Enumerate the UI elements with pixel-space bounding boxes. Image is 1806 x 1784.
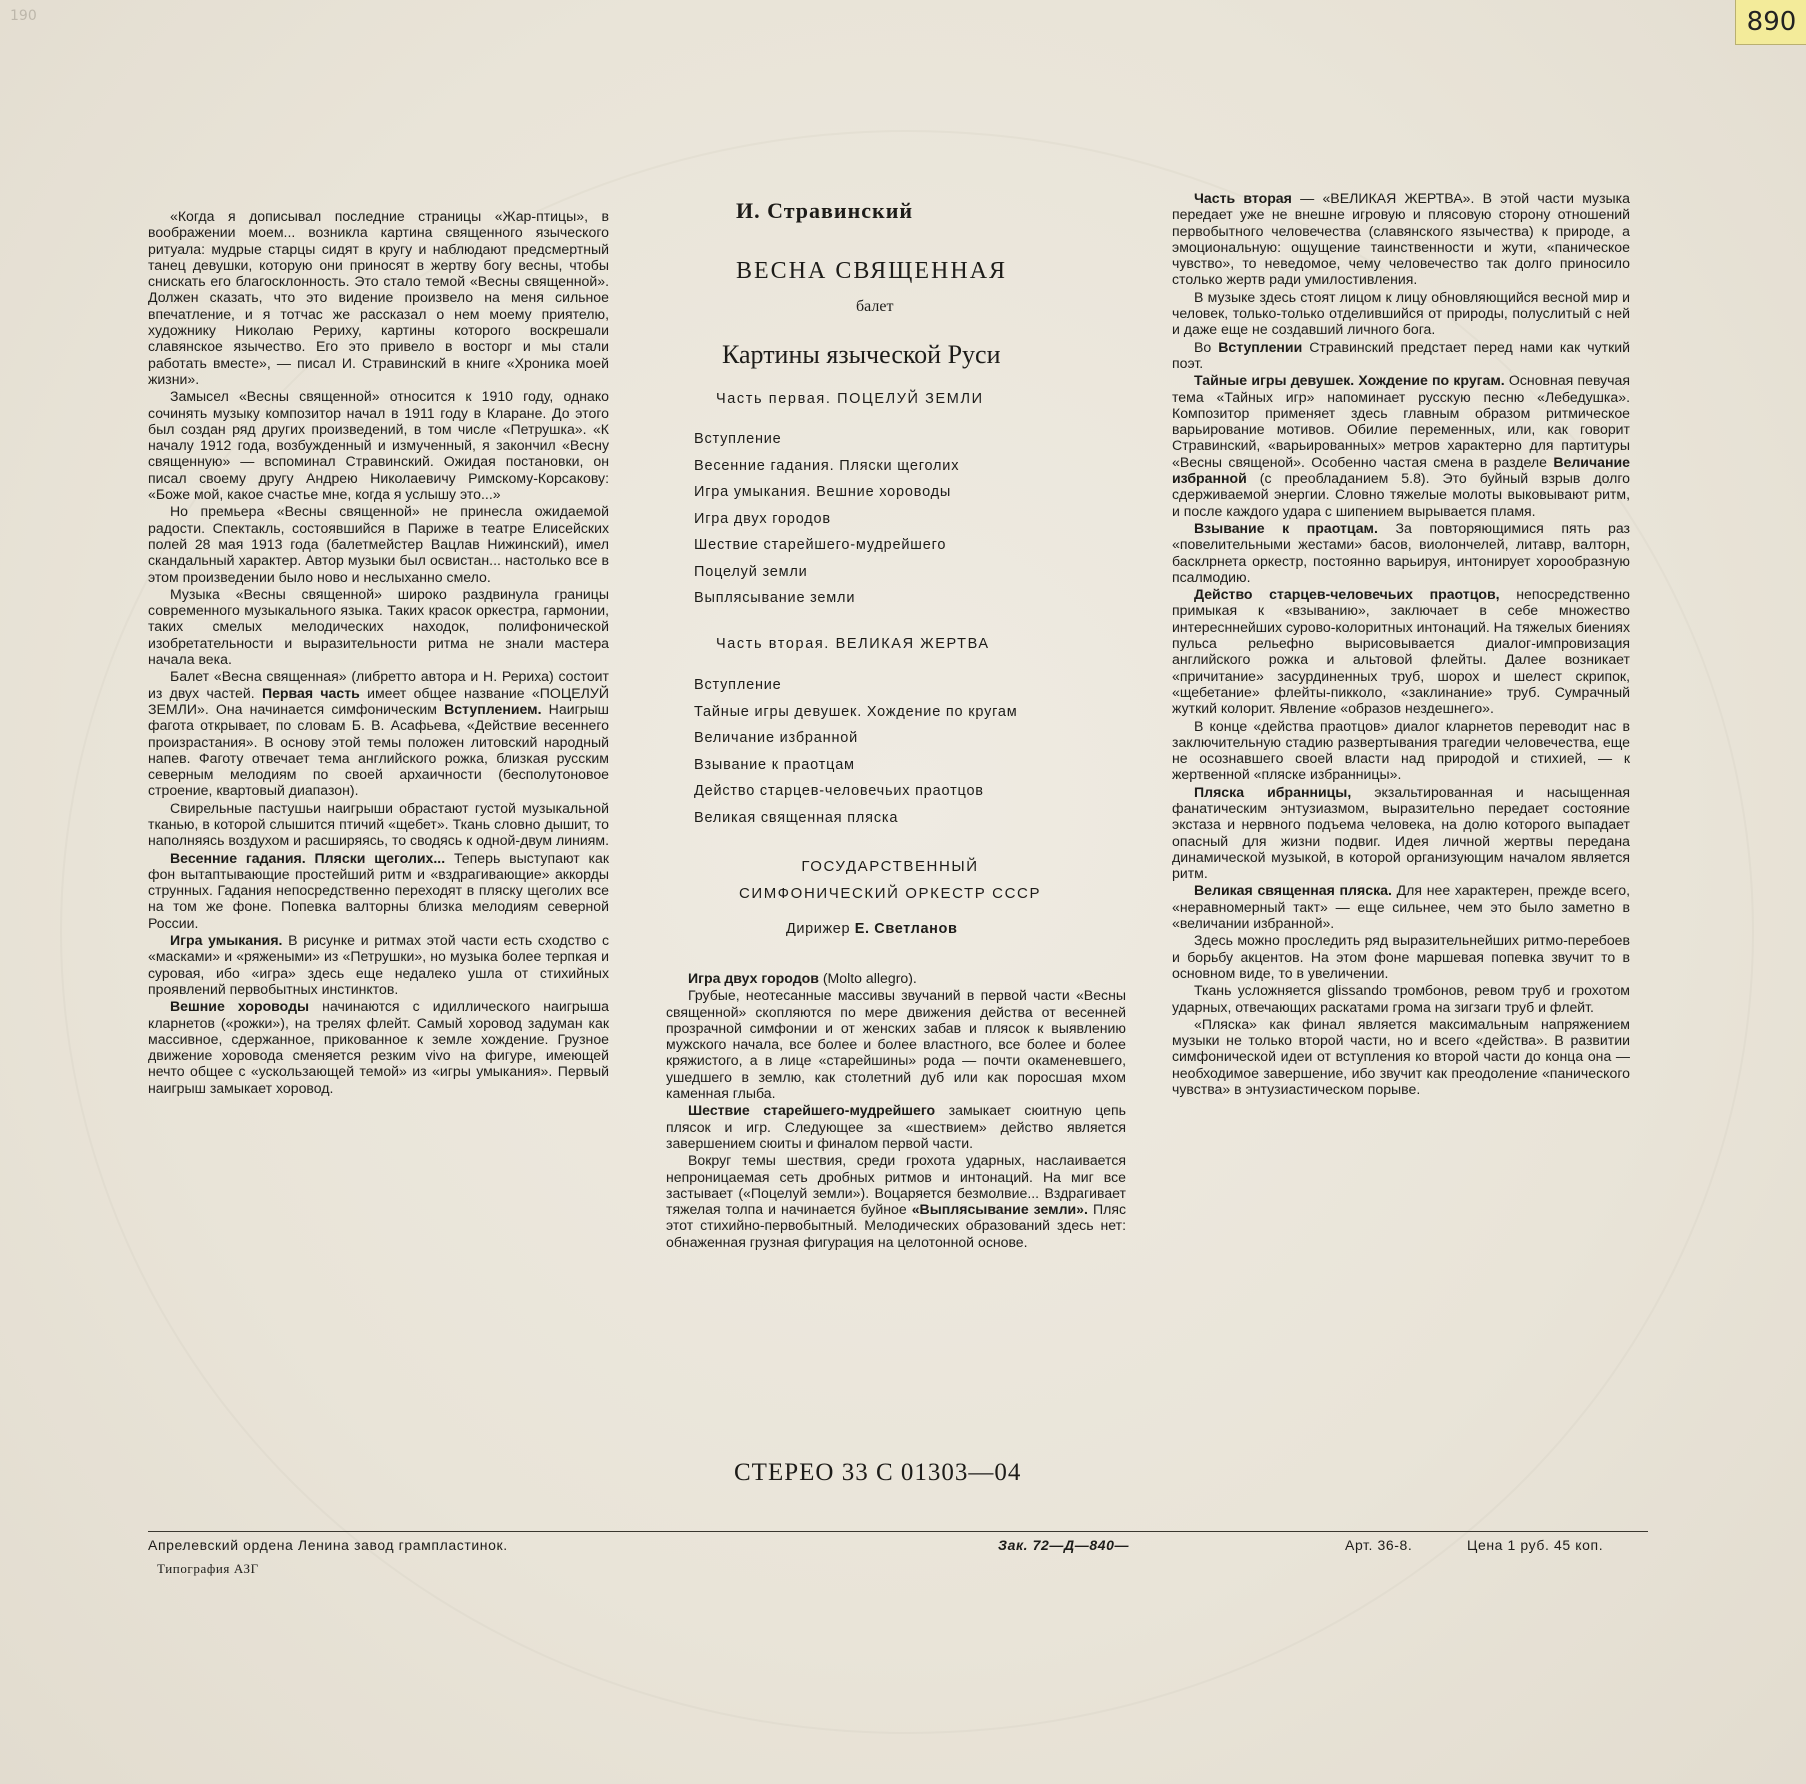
- paragraph: [1172, 1016, 1630, 1097]
- paragraph: [148, 850, 609, 931]
- paragraph: [148, 800, 609, 849]
- track-item: Игра умыкания. Вешние хороводы: [694, 484, 952, 500]
- paragraph: [1172, 784, 1630, 882]
- bold-run: Вешние хороводы: [170, 998, 310, 1015]
- text-run: начинаются с идиллического наигрыша кларнетов («рожки»), на трелях флейт. Самый хоровод задуман как массивное, сдержанное, прикованное к земле хождение. Грузное движение хоровода сменяется резким vivo на фигуре, имеющей нечто общее с «ускользающей темой» из «игры умыкания». Первый наигрыш замыкает хоровод.: [148, 998, 609, 1096]
- text-run: Теперь выступают как фон вытаптывающие простейший ритм и «вздрагивающие» аккорды струнных. Гадания непосредственно переходят в пляску щеголих все на том же фоне. Попевка валторны близка мелодиям северной России.: [148, 849, 609, 931]
- text-run: В музыке здесь стоят лицом к лицу обновляющийся весной мир и человек, только-только отделившийся от природы, полуслитый с ней и даже еще не создавший личного бога.: [1172, 288, 1630, 338]
- text-run: В конце «действа праотцов» диалог кларнетов переводит нас в заключительную стадию развертывания трагедии человечества, еще не осознавшего своей власти над природой и стихией, — к жертвенной «пляске избранницы».: [1172, 717, 1630, 783]
- work-title: ВЕСНА СВЯЩЕННАЯ: [736, 258, 1008, 284]
- track-item: Тайные игры девушек. Хождение по кругам: [694, 703, 1018, 720]
- paragraph: [148, 932, 609, 997]
- paragraph: [666, 1102, 1126, 1151]
- text-run: Балет «Весна священная» (либретто автора и Н. Рериха) состоит из двух частей.: [148, 668, 609, 701]
- paragraph: [148, 208, 609, 387]
- paragraph: [148, 586, 609, 667]
- bold-run: Действо старцев-человечьих праотцов,: [1194, 586, 1500, 603]
- text-run: Музыка «Весны священной» широко раздвинула границы современного музыкального языка. Таких красок оркестра, гармонии, таких смелых мелодических находок, полифонической изобретательности и выразительности ритма не знали мастера начала века.: [148, 585, 609, 668]
- text-run: В рисунке и ритмах этой части есть сходство с «масками» и «ряжеными» из «Петрушки», но музыка более терпкая и суровая, ибо «игра» здесь еще недалеко ушла от стихийных проявлений первобытных инстинктов.: [148, 932, 609, 997]
- bold-run: Вступлении: [1218, 338, 1303, 355]
- liner-notes-right-column: [1172, 190, 1630, 1098]
- part-one-heading: Часть первая. ПОЦЕЛУЙ ЗЕМЛИ: [716, 391, 984, 407]
- orchestra-credit: [720, 853, 1060, 907]
- track-item: Выплясывание земли: [694, 590, 856, 606]
- bold-run: Шествие старейшего-мудрейшего: [688, 1102, 936, 1119]
- paragraph: [148, 998, 609, 1096]
- bold-run: «Выплясывание земли».: [911, 1201, 1088, 1218]
- bold-run: Великая священная пляска.: [1194, 882, 1392, 899]
- composer-name: И. Стравинский: [736, 198, 914, 223]
- text-run: За повторяющимися пять раз «повелительными жестами» басов, виолончелей, литавр, валторн, басклрнета оркестр, постоянно варьируя, интонирует хорообразную псалмодию.: [1172, 519, 1630, 585]
- track-item: Великая священная пляска: [694, 809, 899, 826]
- conductor-name: Е. Светланов: [854, 921, 958, 937]
- paragraph: [1172, 289, 1630, 338]
- text-run: экзальтированная и насыщенная фанатическим энтузиазмом, выразительно передает состояние экстаза и нервного подъема человека, на долю которого выпадает опасный для жизни подвиг. Идея личной жертвы передана динамической музыкой, в которой организующим началом является ритм.: [1172, 783, 1630, 882]
- text-run: «Пляска» как финал является максимальным напряжением музыки не только второй части, но и всего «действа». В развитии симфонической идеи от вступления ко второй части до конца она — необходимое завершение, ибо звучит как преодоление «панического чувства» в энтузиастическом порыве.: [1172, 1015, 1630, 1098]
- bold-run: Тайные игры девушек. Хождение по кругам.: [1194, 372, 1505, 389]
- track-item: Вступление: [694, 431, 782, 447]
- orchestra-line-1: ГОСУДАРСТВЕННЫЙ: [801, 858, 979, 875]
- track-item: Поцелуй земли: [694, 563, 808, 580]
- track-item: Величание избранной: [694, 730, 859, 746]
- track-item: Игра двух городов: [694, 510, 831, 527]
- track-item: Действо старцев-человечьих праотцов: [694, 783, 984, 799]
- paragraph: [1172, 932, 1630, 981]
- conductor-label: Дирижер: [786, 921, 851, 937]
- track-item: Шествие старейшего-мудрейшего: [694, 537, 947, 553]
- work-subtitle: Картины языческой Руси: [722, 340, 1001, 369]
- text-run: (с преобладанием 5.8). Это буйный взрыв долго сдерживаемой энергии. Словно тяжелые молоты выковывают ритм, и после каждого удара с шипением вырывается пламя.: [1172, 470, 1630, 519]
- text-run: замыкает сюитную цепь плясок и игр. Следующее за «шествием» действо является завершением сюиты и финалом первой части.: [666, 1102, 1126, 1151]
- paragraph: [1172, 982, 1630, 1015]
- paragraph: [1172, 882, 1630, 931]
- text-run: Основная певучая тема «Тайных игр» напоминает русскую песню «Лебедушка». Композитор применяет здесь главным образом ритмическое варьирование мотивов. Обилие переменных, или, как говорит Стравинский, «варьированных» метров характерно для партитуры «Весны священой». Особенно частая смена в разделе: [1172, 372, 1630, 470]
- part-two-tracklist: [694, 672, 1018, 831]
- text-run: Во: [1194, 338, 1219, 355]
- text-run: Вокруг темы шествия, среди грохота ударных, наслаивается непроницаемая сеть дробных ритмов и интонаций. На миг все застывает («Поцелуй земли»). Воцаряется безмолвие... Вздрагивает тяжелая толпа и начинается буйное: [666, 1152, 1126, 1218]
- work-genre: балет: [856, 298, 894, 315]
- order-number: Зак. 72—Д—840—: [998, 1537, 1130, 1553]
- bold-run: Часть вторая: [1194, 190, 1292, 206]
- footer-divider: [148, 1531, 1648, 1532]
- text-run: — «ВЕЛИКАЯ ЖЕРТВА». В этой части музыка передает уже не внешне игровую и плясовую сторону отношений первобытного человечества (славянского язычества) к природе, а эмоциональную: ощущение таинственности и жути, «паническое чувство», то неведомое, чему человечество так долго приносило столько жертв ради умилостивления.: [1172, 190, 1630, 288]
- factory-name: Апрелевский ордена Ленина завод грампластинок.: [148, 1537, 508, 1553]
- text-run: Но премьера «Весны священной» не принесла ожидаемой радости. Спектакль, состоявшийся в Париже в театре Елисейских полей 28 мая 1913 года (балетмейстер Вацлав Нижинский), имел скандальный характер. Автор музыки был освистан... настолько все в этом произведении было ново и неслыханно смело.: [148, 503, 609, 585]
- text-run: Свирельные пастушьи наигрыши обрастают густой музыкальной тканью, в которой слышится птичий «щебет». Ткань словно дышит, то наполняясь воздухом и расширяясь, то сводясь к одной-двум линиям.: [148, 799, 609, 849]
- paragraph: [666, 970, 1126, 986]
- text-run: Наигрыш фагота открывает, по словам Б. В. Асафьева, «Действие весеннего произрастания». В основу этой темы положен литовский народный напев. Фаготу отвечает тема английского рожка, близкая русским северным мелодиям по своей архаичности (бесполутоновое строение, квартовый диапазон).: [148, 700, 609, 799]
- paragraph: [666, 987, 1126, 1101]
- bold-run: Взывание к праотцам.: [1194, 519, 1378, 536]
- printer-name: Типография АЗГ: [157, 1561, 259, 1576]
- paragraph: [1172, 718, 1630, 783]
- orchestra-line-2: СИМФОНИЧЕСКИЙ ОРКЕСТР СССР: [738, 885, 1042, 902]
- part-one-tracklist: [694, 426, 959, 612]
- paragraph: [666, 1152, 1126, 1250]
- text-run: Ткань усложняется glissando тромбонов, ревом труб и грохотом ударных, отвечающих раскатами грома на зигзаги труб и флейт.: [1172, 982, 1630, 1015]
- bold-run: Игра двух городов: [688, 970, 819, 986]
- bold-run: Вступлением.: [444, 700, 542, 717]
- paragraph: [1172, 339, 1630, 372]
- paragraph: [1172, 520, 1630, 585]
- text-run: непосредственно примыкая к «взыванию», заключает в себе множество интересннейших сурово-колоритных интонаций. На тяжелых биениях пульса рельефно вырисовывается диалог-импровизация английского рожка и альтовой флейты. Далее возникает «причитание» засурдиненных труб, шорох и шелест скрипок, «щебетание» флейты-пикколо, «заклинание» труб. Сумрачный жуткий колорит. Явление «образов нездешнего».: [1172, 586, 1631, 717]
- bold-run: Величание избранной: [1172, 453, 1630, 487]
- paragraph: [1172, 586, 1630, 716]
- paragraph: [1172, 372, 1630, 519]
- track-item: Весенние гадания. Пляски щеголих: [694, 457, 960, 474]
- paragraph: [148, 503, 609, 584]
- price: Цена 1 руб. 45 коп.: [1467, 1537, 1604, 1553]
- track-item: Взывание к праотцам: [694, 756, 855, 773]
- track-item: Вступление: [694, 677, 782, 693]
- text-run: Стравинский предстает перед нами как чуткий поэт.: [1172, 338, 1631, 371]
- bold-run: Весенние гадания. Пляски щеголих...: [170, 849, 446, 866]
- pencil-mark: 190: [10, 8, 37, 24]
- inventory-sticker: 890: [1735, 0, 1806, 45]
- text-run: «Когда я дописывал последние страницы «Жар-птицы», в воображении моем... возникла картина священного языческого ритуала: мудрые старцы сидят в кругу и наблюдают предсмертный танец девушки, которую они приносят в жертву богу весны, чтобы снискать его благосклонность. Это стало темой «Весны священной». Должен сказать, что это видение произвело на меня сильное впечатление, и я тотчас же рассказал о нем моему приятелю, художнику Николаю Рериху, картины которого воскрешали славянское язычество. Его это привело в восторг и мы стали работать вместе», — писал И. Стравинский в книге «Хроника моей жизни».: [148, 208, 609, 387]
- paragraph: [148, 388, 609, 502]
- bold-run: Пляска ибранницы,: [1194, 783, 1352, 800]
- paragraph: [1172, 190, 1630, 288]
- text-run: Пляс этот стихийно-первобытный. Мелодических образований здесь нет: обнаженная грузная фигурация на целотонной основе.: [666, 1201, 1127, 1250]
- text-run: Грубые, неотесанные массивы звучаний в первой части «Весны священной» скопляются по мере движения действа от весенней прозрачной симфонии и от женских забав и плясок к выявлению мужского начала, все более и более властного, все более и более кряжистого, а в лице «старейшины» рода — почти окаменевшего, ушедшего в землю, как столетний дуб или как поросшая мхом каменная глыба.: [666, 987, 1126, 1102]
- conductor-credit: [786, 921, 957, 937]
- text-run: Здесь можно проследить ряд выразительнейших ритмо-перебоев и борьбу акцентов. На этом фоне маршевая попевка звучит то в основном виде, то в увеличении.: [1172, 932, 1630, 981]
- text-run: (Molto allegro).: [818, 970, 917, 986]
- paragraph: [148, 668, 609, 798]
- bold-run: Первая часть: [261, 684, 360, 701]
- liner-notes-left-column: [148, 208, 609, 1097]
- part-two-heading: Часть вторая. ВЕЛИКАЯ ЖЕРТВА: [716, 636, 990, 652]
- text-run: Для нее характерен, прежде всего, «неравномерный такт» — еще сильнее, чем это было заметно в «величании избранной».: [1172, 882, 1630, 932]
- bold-run: Игра умыкания.: [170, 932, 283, 949]
- article-number: Арт. 36-8.: [1345, 1537, 1413, 1553]
- catalog-number: СТЕРЕО 33 С 01303—04: [734, 1459, 1022, 1486]
- text-run: имеет общее название «ПОЦЕЛУЙ ЗЕМЛИ». Она начинается симфоническим: [148, 684, 609, 717]
- text-run: Замысел «Весны священной» относится к 1910 году, однако сочинять музыку композитор начал в 1911 году в Кларане. До этого был создан ряд других произведений, в том числе «Петрушка». «К началу 1912 года, возбужденный и измученный, я закончил «Весну священную» — вспоминал Стравинский. Ожидая постановки, он писал своему другу Андрею Николаевичу Римскому-Корсакову: «Боже мой, какое счастье мне, когда я услышу это...»: [148, 388, 609, 503]
- liner-notes-middle-column: [666, 970, 1126, 1251]
